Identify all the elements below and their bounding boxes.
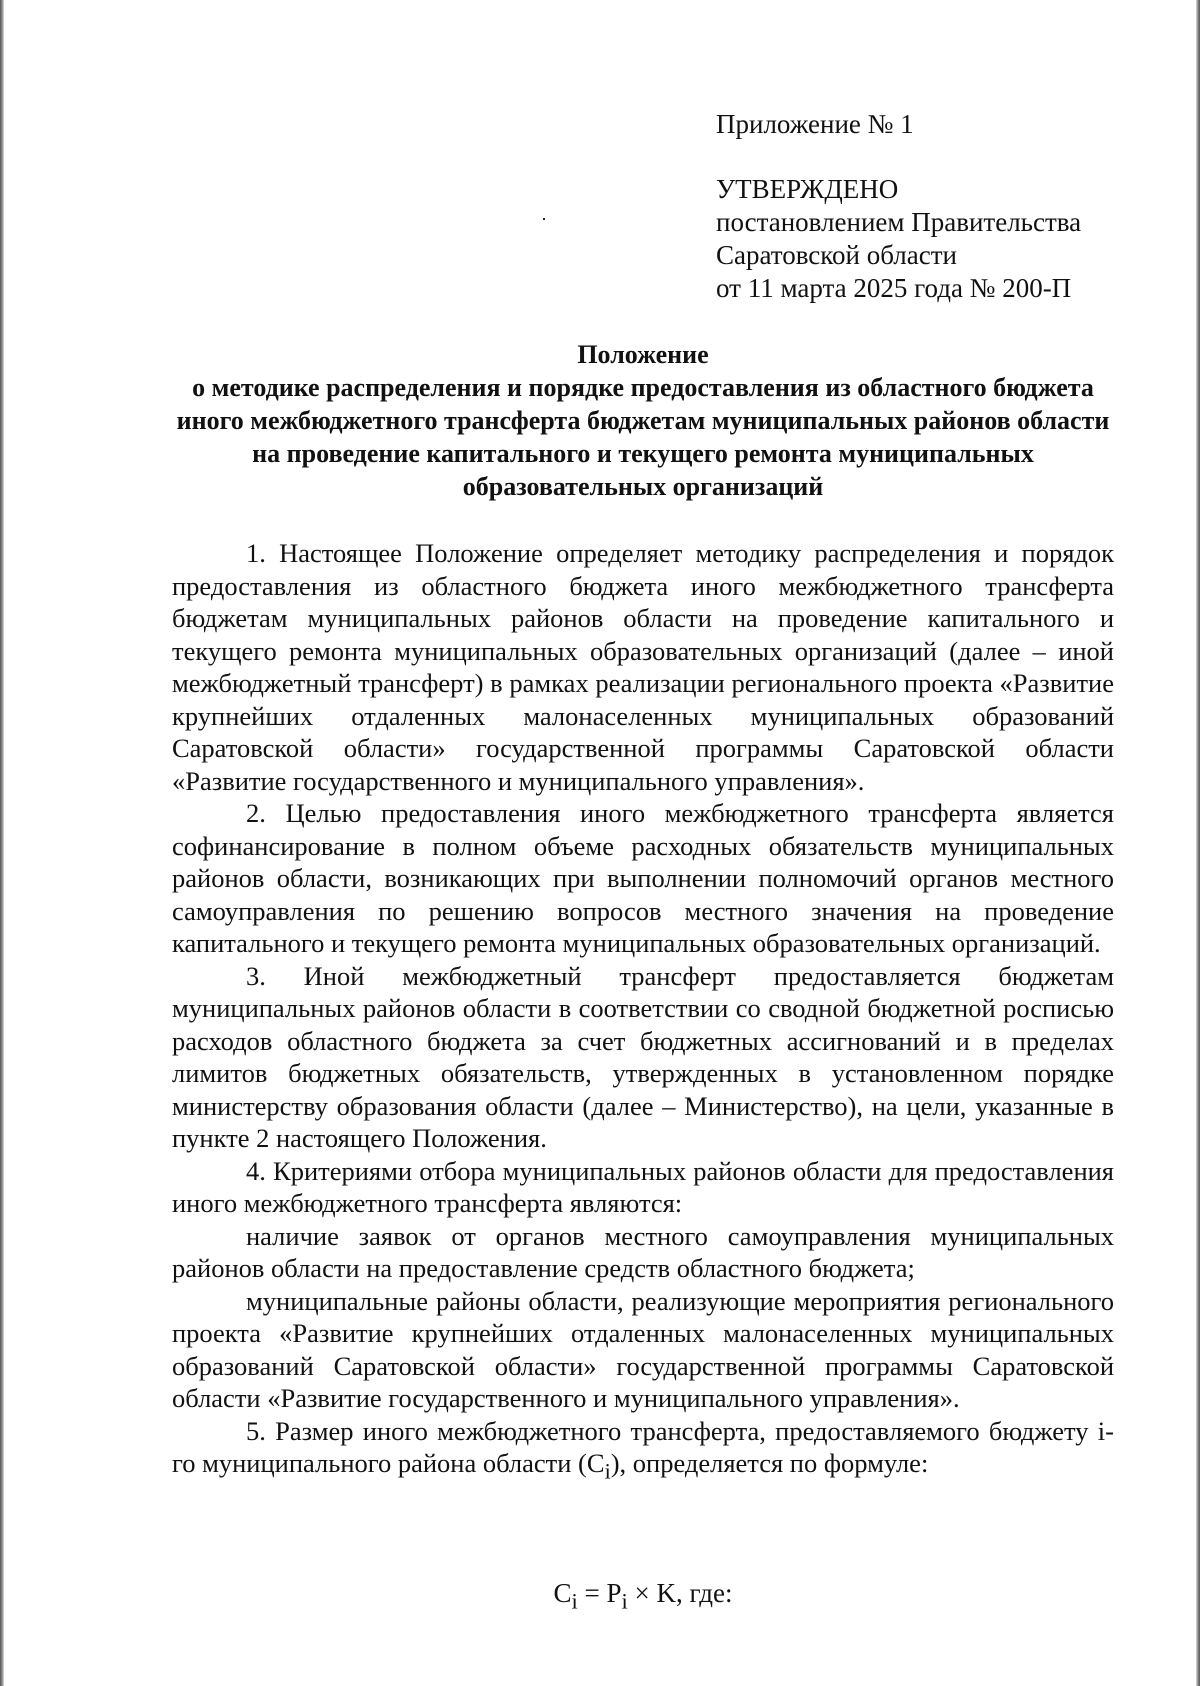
paragraph-2: 2. Целью предоставления иного межбюджетного трансферта является софинансирование в полном объеме расходных обязательств муниципальных районов области, возникающих при выполнении полномочий органов местного самоуправления по решению вопросов местного значения на проведение капитального и текущего ремонта муниципальных образовательных организаций. bbox=[172, 798, 1114, 958]
formula-c: C bbox=[553, 1578, 572, 1608]
scan-edge-right bbox=[1196, 0, 1200, 1686]
formula-rest: × K, где: bbox=[627, 1578, 733, 1608]
formula-equals-p: = P bbox=[577, 1578, 622, 1608]
formula-p-subscript: i bbox=[621, 1588, 628, 1614]
title-heading: Положение bbox=[577, 340, 709, 369]
paragraph-4: 4. Критериями отбора муниципальных районов области для предоставления иного межбюджетного трансферта являются: bbox=[172, 1155, 1114, 1218]
document-title bbox=[172, 338, 1114, 503]
annex-number: Приложение № 1 bbox=[716, 109, 914, 139]
approval-stamp-block bbox=[716, 108, 1081, 305]
paragraph-5-text: 5. Размер иного межбюджетного трансферта, предоставляемого бюджету i-го муниципального района области (C bbox=[172, 1415, 1114, 1478]
paragraph-1: 1. Настоящее Положение определяет методику распределения и порядок предоставления из областного бюджета иного межбюджетного трансферта бюджетам муниципальных районов области на проведение капитального и текущего ремонта муниципальных образовательных организаций (далее – иной межбюджетный трансферт) в рамках реализации регионального проекта «Развитие крупнейших отдаленных малонаселенных муниципальных образований Саратовской области» государственной программы Саратовской области «Развитие государственного и муниципального управления». bbox=[172, 538, 1114, 796]
formula-c-subscript: i bbox=[571, 1588, 578, 1614]
title-subtitle: о методике распределения и порядке предоставления из областного бюджета иного межбюджетного трансферта бюджетам муниципальных районов области на проведение капитального и текущего ремонта муниципальных образовательных организаций bbox=[176, 373, 1110, 501]
criterion-1: наличие заявок от органов местного самоуправления муниципальных районов области на предоставление средств областного бюджета; bbox=[172, 1220, 1114, 1283]
paragraph-5 bbox=[172, 1415, 1114, 1488]
approved-by-line-1: постановлением Правительства bbox=[716, 207, 1082, 237]
scan-edge-left bbox=[0, 0, 4, 1686]
approved-label: УТВЕРЖДЕНО bbox=[716, 174, 899, 204]
approval-date: от 11 марта 2025 года № 200-П bbox=[716, 273, 1072, 303]
formula bbox=[172, 1577, 1114, 1617]
scan-speck bbox=[543, 218, 545, 220]
criterion-2: муниципальные районы области, реализующие мероприятия регионального проекта «Развитие крупнейших отдаленных малонаселенных муниципальных образований Саратовской области» государственной программы Саратовской области «Развитие государственного и муниципального управления». bbox=[172, 1285, 1114, 1413]
approved-by-line-2: Саратовской области bbox=[716, 240, 957, 270]
paragraph-3: 3. Иной межбюджетный трансферт предоставляется бюджетам муниципальных районов области в соответствии со сводной бюджетной росписью расходов областного бюджета за счет бюджетных ассигнований и в пределах лимитов бюджетных обязательств, утвержденных в установленном порядке министерству образования области (далее – Министерство), на цели, указанные в пункте 2 настоящего Положения. bbox=[172, 960, 1114, 1153]
document-body bbox=[172, 537, 1114, 1488]
paragraph-5-subscript: i bbox=[604, 1458, 611, 1484]
paragraph-5-text-end: ), определяется по формуле: bbox=[610, 1448, 929, 1478]
